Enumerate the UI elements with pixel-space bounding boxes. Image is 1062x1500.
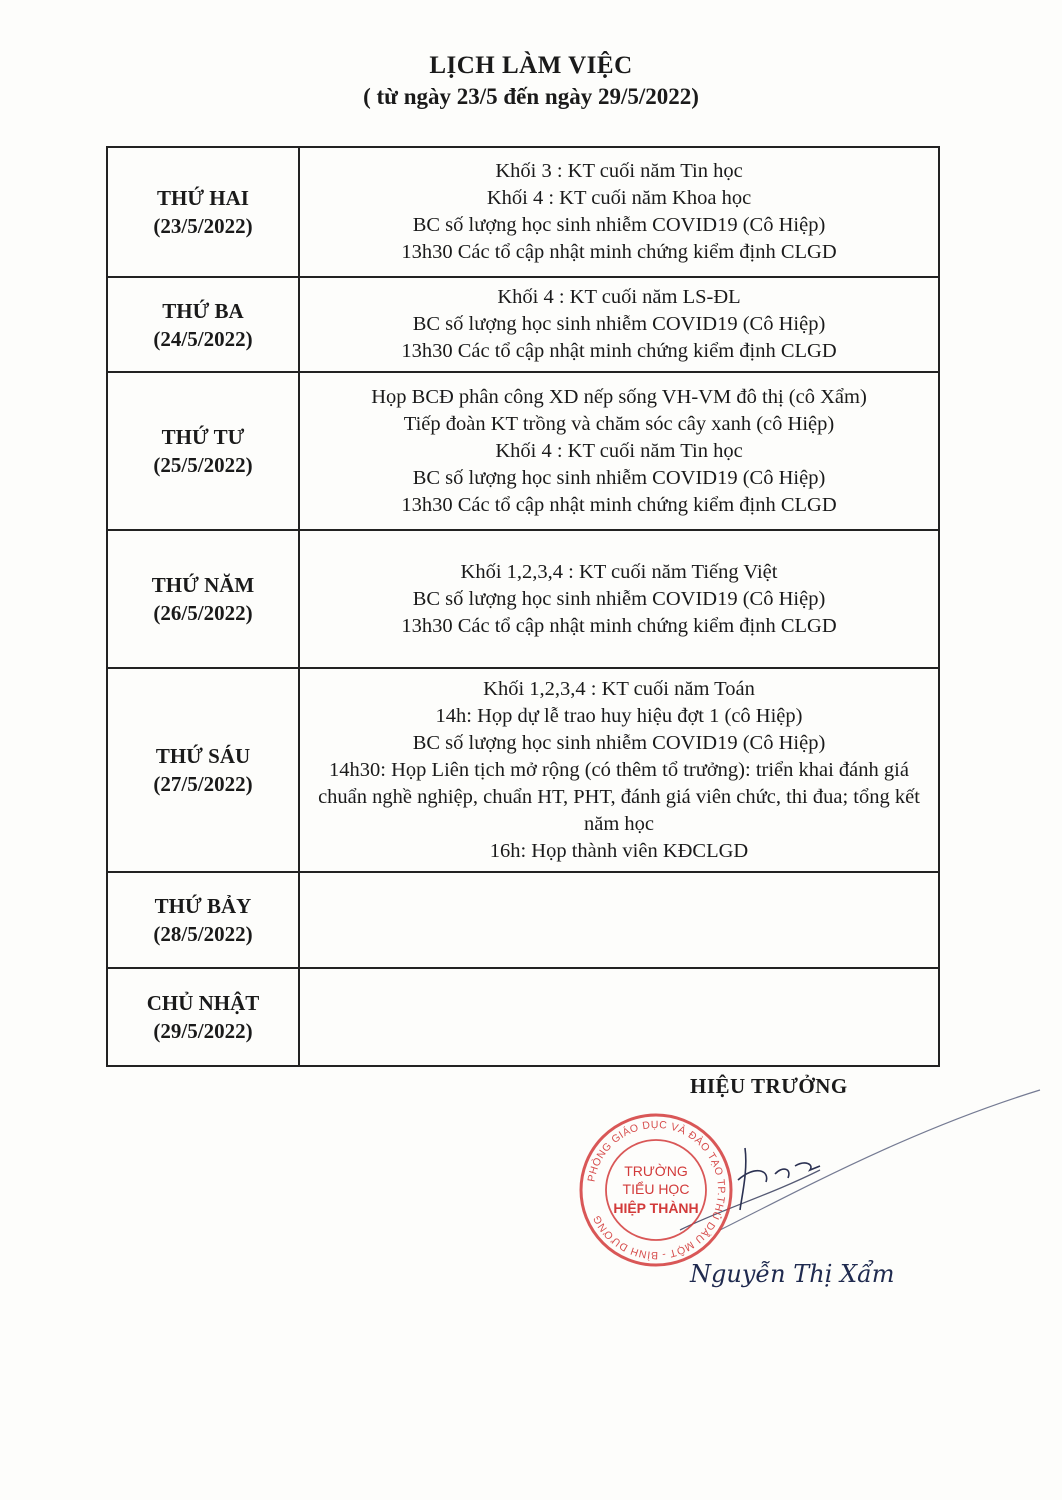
stamp-line-3: HIỆP THÀNH [613, 1200, 699, 1216]
tasks-cell-empty [299, 872, 939, 968]
task-item: Khối 1,2,3,4 : KT cuối năm Toán [483, 677, 755, 700]
tasks-cell [299, 147, 939, 277]
day-date: (29/5/2022) [153, 1019, 253, 1043]
day-cell [107, 668, 299, 872]
day-date: (24/5/2022) [153, 326, 253, 351]
day-date: (27/5/2022) [153, 772, 253, 796]
task-item: Họp BCĐ phân công XD nếp sống VH-VM đô thị (cô Xẩm) [371, 385, 867, 408]
day-date: (26/5/2022) [153, 601, 253, 625]
day-name: THỨ BẢY [154, 894, 252, 918]
school-seal-stamp [576, 1110, 736, 1270]
page-title: LỊCH LÀM VIỆC [429, 52, 633, 79]
stamp-line-1: TRƯỜNG [624, 1163, 688, 1179]
task-item: Khối 1,2,3,4 : KT cuối năm Tiếng Việt [460, 560, 778, 583]
task-item: 14h: Họp dự lễ trao huy hiệu đợt 1 (cô Hiệp) [435, 704, 803, 727]
day-name: CHỦ NHẬT [146, 991, 260, 1015]
signature-block [570, 1070, 1050, 1330]
task-item: BC số lượng học sinh nhiễm COVID19 (Cô Hiệp) [412, 466, 826, 489]
day-cell [107, 530, 299, 668]
task-item: 13h30 Các tổ cập nhật minh chứng kiểm định CLGD [401, 614, 837, 637]
date-range-subtitle: ( từ ngày 23/5 đến ngày 29/5/2022) [363, 84, 699, 109]
day-cell [107, 277, 299, 372]
tasks-cell [299, 372, 939, 530]
day-name: THỨ HAI [157, 186, 249, 210]
task-item: Khối 4 : KT cuối năm Tin học [495, 439, 743, 462]
schedule-row [107, 668, 939, 872]
tasks-cell [299, 277, 939, 372]
task-item: BC số lượng học sinh nhiễm COVID19 (Cô Hiệp) [412, 313, 826, 335]
schedule-row [107, 277, 939, 372]
day-cell [107, 147, 299, 277]
schedule-row [107, 530, 939, 668]
task-item: Khối 4 : KT cuối năm Khoa học [486, 187, 752, 209]
day-name: THỨ SÁU [155, 744, 251, 768]
day-date: (23/5/2022) [153, 214, 253, 238]
task-item: 14h30: Họp Liên tịch mở rộng (có thêm tổ trưởng): triển khai đánh giá chuẩn nghề nghiệp, chuẩn HT, PHT, đánh giá viên chức, thi đua; tổng kết năm học [318, 758, 920, 835]
tasks-cell [299, 668, 939, 872]
tasks-cell-empty [299, 968, 939, 1066]
schedule-row [107, 872, 939, 968]
schedule-row [107, 968, 939, 1066]
weekly-schedule-table [106, 146, 940, 1067]
task-item: BC số lượng học sinh nhiễm COVID19 (Cô Hiệp) [412, 731, 826, 754]
day-name: THỨ TƯ [161, 425, 245, 449]
day-cell [107, 872, 299, 968]
schedule-row [107, 147, 939, 277]
principal-title: HIỆU TRƯỞNG [690, 1074, 848, 1098]
schedule-row [107, 372, 939, 530]
day-date: (28/5/2022) [153, 922, 253, 946]
day-date: (25/5/2022) [153, 453, 253, 477]
task-item: 16h: Họp thành viên KĐCLGD [489, 839, 749, 862]
task-item: Khối 3 : KT cuối năm Tin học [495, 160, 743, 182]
tasks-cell [299, 530, 939, 668]
task-item: 13h30 Các tổ cập nhật minh chứng kiểm định CLGD [401, 340, 837, 362]
day-cell [107, 372, 299, 530]
task-item: Khối 4 : KT cuối năm LS-ĐL [497, 286, 741, 308]
task-item: BC số lượng học sinh nhiễm COVID19 (Cô Hiệp) [412, 587, 826, 610]
task-item: 13h30 Các tổ cập nhật minh chứng kiểm định CLGD [401, 241, 837, 263]
document-header [0, 50, 1062, 112]
stamp-outer-text: PHÒNG GIÁO DỤC VÀ ĐÀO TẠO TP.THỦ DẦU MỘT - BÌNH DƯƠNG [585, 1118, 728, 1262]
task-item: 13h30 Các tổ cập nhật minh chứng kiểm định CLGD [401, 493, 837, 516]
task-item: Tiếp đoàn KT trồng và chăm sóc cây xanh (cô Hiệp) [403, 412, 835, 435]
day-name: THỨ NĂM [151, 573, 255, 597]
task-item: BC số lượng học sinh nhiễm COVID19 (Cô Hiệp) [412, 214, 826, 236]
day-cell [107, 968, 299, 1066]
day-name: THỨ BA [162, 298, 244, 323]
stamp-line-2: TIỂU HỌC [622, 1181, 690, 1197]
signer-name: Nguyễn Thị Xẩm [690, 1260, 895, 1288]
